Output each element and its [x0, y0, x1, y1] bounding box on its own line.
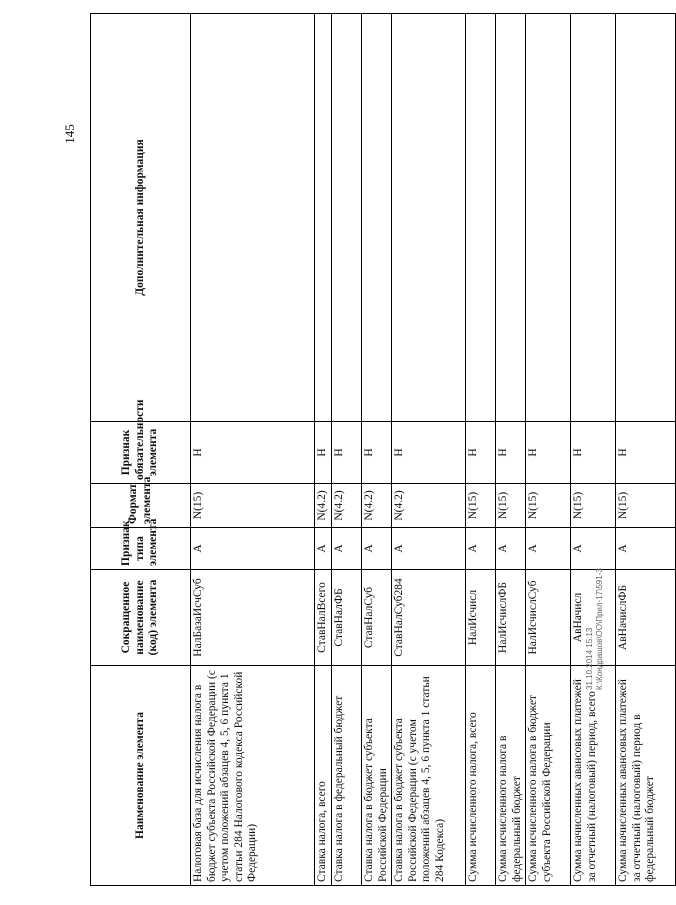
- cell-short-code: НалБазаИсчСуб: [191, 570, 315, 666]
- rotated-table-container: [90, 14, 657, 886]
- cell-mandatory: Н: [332, 422, 362, 484]
- cell-element-type: А: [466, 528, 496, 570]
- cell-format: N(4.2): [315, 484, 332, 528]
- table-row: [526, 14, 571, 886]
- cell-element-type: А: [392, 528, 466, 570]
- cell-format: N(4.2): [392, 484, 466, 528]
- cell-additional-info: [332, 14, 362, 422]
- header-element-format: Формат элемента: [91, 484, 191, 528]
- elements-table: [90, 13, 676, 886]
- cell-mandatory: Н: [616, 422, 676, 484]
- cell-additional-info: [571, 14, 616, 422]
- cell-additional-info: [362, 14, 392, 422]
- table-row: [571, 14, 616, 886]
- cell-additional-info: [526, 14, 571, 422]
- table-row: [466, 14, 496, 886]
- table-row: [392, 14, 466, 886]
- cell-element-name: Ставка налога в бюджет субъекта Российской Федерации (с учетом положений абзацев 4, 5, 6 пункта 1 статьи 284 Кодекса): [392, 666, 466, 886]
- cell-format: N(4.2): [332, 484, 362, 528]
- cell-element-name: Сумма начисленных авансовых платежей за отчетный (налоговый) период, всего: [571, 666, 616, 886]
- header-element-type: Признак типа элемента: [91, 528, 191, 570]
- cell-short-code: НалИсчислФБ: [496, 570, 526, 666]
- cell-short-code: СтавНалФБ: [332, 570, 362, 666]
- cell-additional-info: [392, 14, 466, 422]
- cell-format: N(15): [191, 484, 315, 528]
- cell-mandatory: Н: [362, 422, 392, 484]
- cell-short-code: СтавНалСуб: [362, 570, 392, 666]
- table-row: [315, 14, 332, 886]
- page-number: 145: [62, 124, 77, 144]
- cell-additional-info: [616, 14, 676, 422]
- cell-additional-info: [315, 14, 332, 422]
- cell-short-code: СтавНалСуб284: [392, 570, 466, 666]
- cell-short-code: НалИсчисл: [466, 570, 496, 666]
- cell-element-type: А: [362, 528, 392, 570]
- cell-element-type: А: [496, 528, 526, 570]
- cell-format: N(15): [466, 484, 496, 528]
- header-additional-info: Дополнительная информация: [91, 14, 191, 422]
- cell-additional-info: [466, 14, 496, 422]
- cell-mandatory: Н: [466, 422, 496, 484]
- cell-short-code: НалИсчислСуб: [526, 570, 571, 666]
- cell-element-type: А: [526, 528, 571, 570]
- cell-element-type: А: [571, 528, 616, 570]
- cell-mandatory: Н: [191, 422, 315, 484]
- cell-element-name: Ставка налога в федеральный бюджет: [332, 666, 362, 886]
- table-row: [616, 14, 676, 886]
- cell-element-type: А: [315, 528, 332, 570]
- cell-element-type: А: [191, 528, 315, 570]
- table-row: [332, 14, 362, 886]
- cell-format: N(15): [496, 484, 526, 528]
- cell-element-type: А: [616, 528, 676, 570]
- cell-format: N(15): [526, 484, 571, 528]
- header-short-code: Сокращенное наименование (код) элемента: [91, 570, 191, 666]
- cell-mandatory: Н: [496, 422, 526, 484]
- cell-mandatory: Н: [315, 422, 332, 484]
- document-footer: [585, 490, 605, 690]
- cell-element-name: Ставка налога в бюджет субъекта Российской Федерации: [362, 666, 392, 886]
- cell-format: N(15): [571, 484, 616, 528]
- cell-format: N(15): [616, 484, 676, 528]
- footer-file-path: К:\Кондрашов\ОО\Прил-17\591-3: [595, 568, 604, 690]
- table-row: [496, 14, 526, 886]
- cell-additional-info: [191, 14, 315, 422]
- cell-mandatory: Н: [571, 422, 616, 484]
- cell-element-name: Налоговая база для исчисления налога в бюджет субъекта Российской Федерации (с учетом положений абзацев 4, 5, 6 пункта 1 статьи 284 Налогового кодекса Российской Федерации): [191, 666, 315, 886]
- table-header-row: [91, 14, 191, 886]
- cell-element-name: Сумма исчисленного налога в федеральный бюджет: [496, 666, 526, 886]
- cell-additional-info: [496, 14, 526, 422]
- cell-element-name: Ставка налога, всего: [315, 666, 332, 886]
- header-element-name: Наименование элемента: [91, 666, 191, 886]
- cell-mandatory: Н: [526, 422, 571, 484]
- cell-element-name: Сумма исчисленного налога в бюджет субъекта Российской Федерации: [526, 666, 571, 886]
- header-mandatory: Признак обязательности элемента: [91, 422, 191, 484]
- cell-mandatory: Н: [392, 422, 466, 484]
- table-row: [191, 14, 315, 886]
- cell-element-name: Сумма исчисленного налога, всего: [466, 666, 496, 886]
- footer-timestamp: 31.10.2014 15:13: [585, 627, 594, 690]
- cell-format: N(4.2): [362, 484, 392, 528]
- cell-short-code: СтавНалВсего: [315, 570, 332, 666]
- cell-element-name: Сумма начисленных авансовых платежей за отчетный (налоговый) период в федеральный бюджет: [616, 666, 676, 886]
- cell-short-code: АвНачислФБ: [616, 570, 676, 666]
- table-row: [362, 14, 392, 886]
- cell-element-type: А: [332, 528, 362, 570]
- cell-short-code: АвНачисл: [571, 570, 616, 666]
